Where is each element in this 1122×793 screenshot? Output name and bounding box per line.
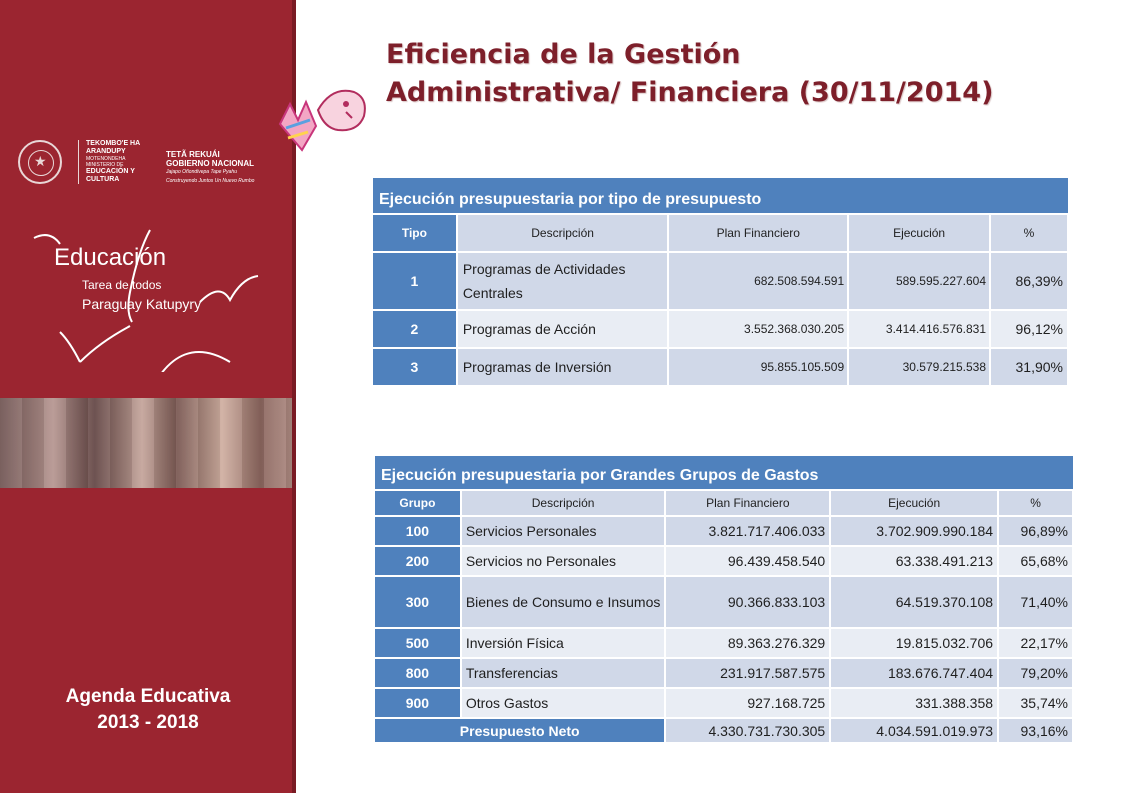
education-tagline: Tarea de todos [82,278,162,292]
ministry-seal-icon: ★ [18,140,62,184]
table-row [373,310,1068,348]
table-row [373,348,1068,386]
cell-descripcion: Transferencias [461,658,666,688]
cell-plan: 682.508.594.591 [668,252,848,310]
cell-pct: 35,74% [998,688,1073,718]
header-ejecucion: Ejecución [830,490,998,516]
logo-divider [78,140,79,184]
cell-descripcion: Servicios no Personales [461,546,666,576]
cell-pct: 96,89% [998,516,1073,546]
cell-total-pct: 93,16% [998,718,1073,743]
cell-grupo: 200 [375,546,461,576]
header-pct: % [998,490,1073,516]
table-row [375,516,1073,546]
agenda-title: Agenda Educativa [65,686,231,707]
cell-tipo: 1 [373,252,457,310]
title-line-2: Administrativa/ Financiera (30/11/2014) [386,77,994,108]
header-pct: % [990,214,1068,252]
cell-pct: 31,90% [990,348,1068,386]
header-plan: Plan Financiero [665,490,830,516]
title-line-1: Eficiencia de la Gestión [386,39,741,70]
cell-pct: 65,68% [998,546,1073,576]
cell-descripcion: Programas de Acción [457,310,669,348]
table-total-row [375,718,1073,743]
cell-plan: 95.855.105.509 [668,348,848,386]
cell-plan: 89.363.276.329 [665,628,830,658]
cell-pct: 96,12% [990,310,1068,348]
cell-tipo: 2 [373,310,457,348]
government-logo: TETÃ REKUÁI GOBIERNO NACIONAL Jajapo Oñondivepa Tape Pyahu Construyendo Juntos Un Nuevo Rumbo [166,150,255,184]
cell-descripcion: Programas de Inversión [457,348,669,386]
table-header-row [375,490,1073,516]
cell-ejecucion: 64.519.370.108 [830,576,998,628]
cell-grupo: 900 [375,688,461,718]
cell-pct: 22,17% [998,628,1073,658]
cell-descripcion: Bienes de Consumo e Insumos [461,576,666,628]
cell-total-ejecucion: 4.034.591.019.973 [830,718,998,743]
cell-plan: 3.552.368.030.205 [668,310,848,348]
cell-total-label: Presupuesto Neto [375,718,665,743]
cell-ejecucion: 3.702.909.990.184 [830,516,998,546]
table-row [375,628,1073,658]
cell-plan: 3.821.717.406.033 [665,516,830,546]
header-descripcion: Descripción [457,214,669,252]
table-row [373,252,1068,310]
cell-pct: 79,20% [998,658,1073,688]
cell-descripcion: Otros Gastos [461,688,666,718]
cell-grupo: 500 [375,628,461,658]
education-title: Educación [54,244,167,271]
cell-descripcion: Servicios Personales [461,516,666,546]
cell-ejecucion: 30.579.215.538 [848,348,990,386]
header-grupo: Grupo [375,490,461,516]
cell-descripcion: Programas de Actividades Centrales [457,252,669,310]
table-row [375,576,1073,628]
students-photo-strip [0,398,296,488]
cell-plan: 90.366.833.103 [665,576,830,628]
table-header-row [373,214,1068,252]
ministry-logo [18,140,278,190]
header-tipo: Tipo [373,214,457,252]
sidebar-banner [0,0,296,793]
cell-total-plan: 4.330.731.730.305 [665,718,830,743]
agenda-label [0,684,296,736]
header-ejecucion: Ejecución [848,214,990,252]
header-descripcion: Descripción [461,490,666,516]
page-title [386,36,1086,112]
ministry-name: TEKOMBO'E HA ARANDUPY MOTENONDEHA MINISTERIO DE EDUCACIÓN Y CULTURA [86,140,140,183]
cell-grupo: 800 [375,658,461,688]
education-slogan [30,222,280,372]
cell-ejecucion: 19.815.032.706 [830,628,998,658]
agenda-years: 2013 - 2018 [97,712,199,733]
budget-by-type-table [373,178,1069,387]
cell-ejecucion: 589.595.227.604 [848,252,990,310]
cell-pct: 86,39% [990,252,1068,310]
cell-plan: 927.168.725 [665,688,830,718]
cell-plan: 231.917.587.575 [665,658,830,688]
cell-plan: 96.439.458.540 [665,546,830,576]
cell-ejecucion: 3.414.416.576.831 [848,310,990,348]
table-row [375,658,1073,688]
cell-grupo: 300 [375,576,461,628]
education-country: Paraguay Katupyry [82,296,202,312]
cell-ejecucion: 331.388.358 [830,688,998,718]
table-caption: Ejecución presupuestaria por tipo de presupuesto [373,178,1068,214]
children-drawing-icon [272,76,372,166]
cell-grupo: 100 [375,516,461,546]
cell-descripcion: Inversión Física [461,628,666,658]
table-row [375,546,1073,576]
cell-pct: 71,40% [998,576,1073,628]
cell-ejecucion: 183.676.747.404 [830,658,998,688]
table-caption: Ejecución presupuestaria por Grandes Grupos de Gastos [375,456,1073,490]
header-plan: Plan Financiero [668,214,848,252]
cell-ejecucion: 63.338.491.213 [830,546,998,576]
table-row [375,688,1073,718]
cell-tipo: 3 [373,348,457,386]
budget-by-group-table [375,456,1074,744]
